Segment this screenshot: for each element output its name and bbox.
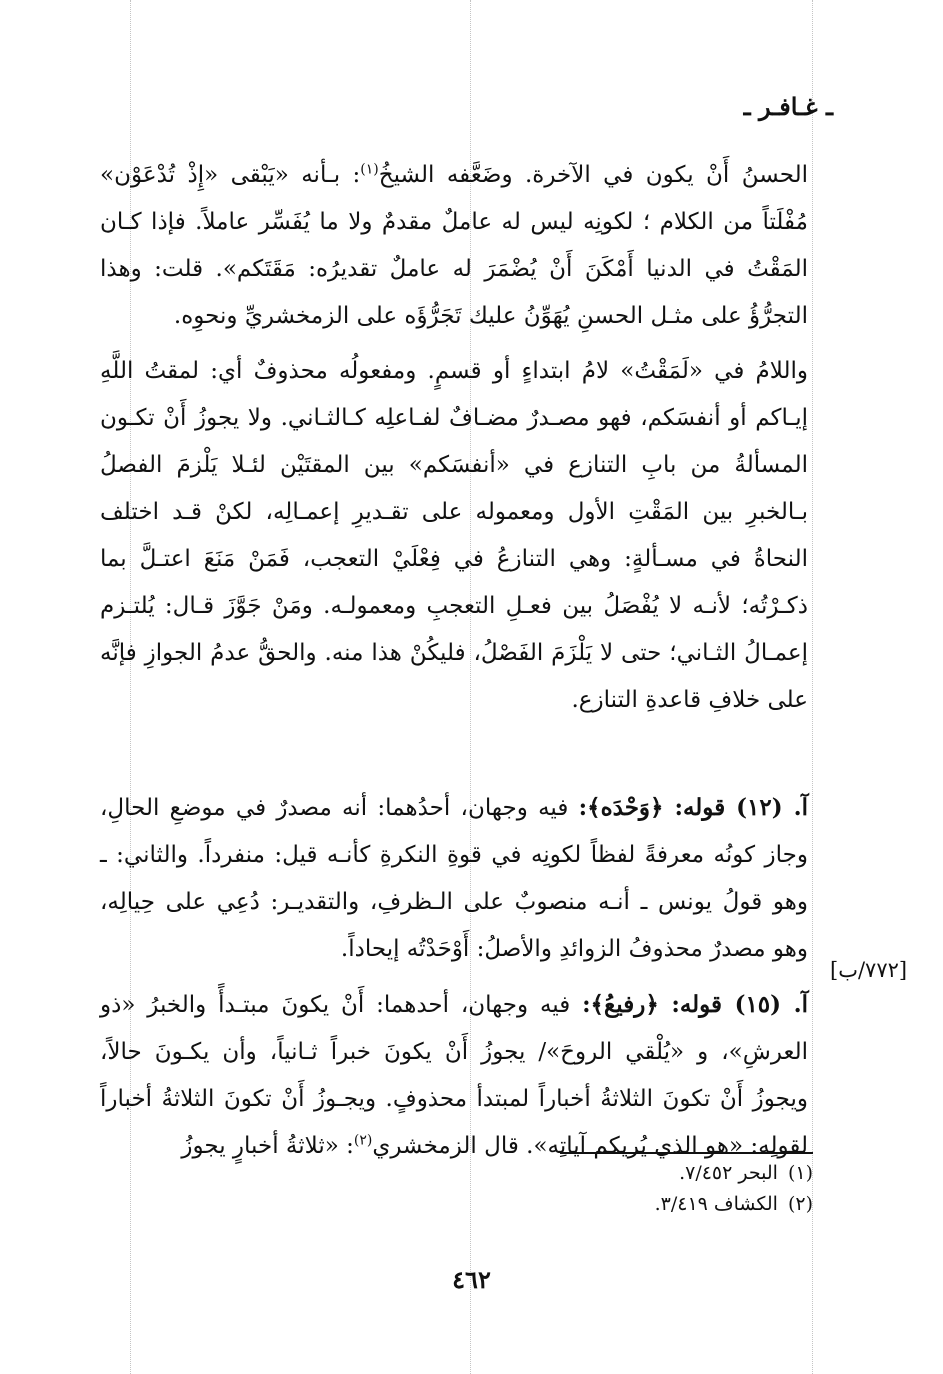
paragraph-2: واللامُ في «لَمَقْتُ» لامُ ابتداءٍ أو قسمٍ. ومفعولُه محذوفٌ أي: لمقتُ اللَّهِ إيـاكم أو أنفسَكم، فهو مصـدرٌ مضـافٌ لفـاعلِه كـالثـاني. ولا يجوزُ أَنْ تكـون المسألةُ من بابِ التنازع في «أنفسَكم» بين المقتَيْن لئـلا يَلْزمَ الفصلُ بـالخبرِ بين المَقْتِ الأول ومعموله على تقـديرِ إعمـالِه، لكنْ قـد اختلف النحاةُ في مسـألةٍ: وهي التنازعُ في فِعْلَيْ التعجب، فَمَنْ مَنَعَ اعتـلَّ بما ذكـرْتُه؛ لأنـه لا يُفْصَلُ بين فعـلِ التعجبِ ومعمولـه. ومَنْ جَوَّزَ قـال: يُلتـزم إعمـالُ الثـاني؛ حتى لا يَلْزَمَ الفَصْلُ، فليكُنْ هذا منه. والحقُّ عدمُ الجوازِ فإنَّه على خلافِ قاعدةِ التنازع.: [100, 358, 808, 713]
footnote-1-number: (١): [787, 1162, 813, 1184]
main-text: [100, 152, 808, 1170]
paragraph-1-part-1: الحسنُ أَنْ يكون في الآخرة. وضَعَّفه الشيخُ: [378, 162, 808, 188]
paragraph-1-part-2: : بـأنه «يَبْقى «إِذْ تُدْعَوْن» مُفْلَتاً من الكلام ؛ لكونِه ليس له عاملٌ مقدمٌ ولا ما يُفَسِّر عاملاً. فإذا كـان المَقْتُ في الدنيا أَمْكَنَ أَنْ يُضْمَرَ له عاملٌ تقديرُه: مَقَتَكم». قلت: وهذا التجرُّؤُ على مثـل الحسنِ يُهَوِّنُ عليك تَجَرُّؤَه على الزمخشريِّ ونحوِه.: [100, 162, 808, 329]
paragraph-3: [100, 784, 808, 973]
footnote-2: [655, 1189, 813, 1220]
paragraph-4: [100, 981, 808, 1170]
footnote-1-text: البحر ٧/٤٥٢.: [679, 1162, 778, 1184]
footnote-separator: [560, 1152, 813, 1154]
paragraph-1: [100, 152, 808, 340]
paragraph-3-text: فيه وجهان، أحدُهما: أنه مصدرٌ في موضعِ الحالِ، وجاز كونُه معرفةً لفظاً لكونِه في قوةِ النكرةِ كأنـه قيل: منفرداً. والثاني: ـ وهو قولُ يونس ـ أنـه منصوبٌ على الـظرفِ، والتقديـر: دُعِي على حِيالِه، وهو مصدرٌ محذوفُ الزوائدِ والأصلُ: أَوْحَدْتُه إيحاداً.: [100, 795, 808, 962]
footnote-2-number: (٢): [787, 1193, 813, 1215]
page-number: ٤٦٢: [452, 1265, 491, 1294]
footnote-1: [655, 1158, 813, 1189]
verse-heading-12: آ. (١٢) قوله: ﴿وَحْدَه﴾:: [578, 794, 808, 821]
running-header: ـ غـافـر ـ: [743, 92, 833, 121]
paragraph-4-part-2: : «ثلاثةُ أخبارٍ يجوزُ: [181, 1133, 354, 1159]
verse-heading-15: آ. (١٥) قوله: ﴿رفيعُ﴾:: [582, 991, 808, 1018]
manuscript-margin-note: [٧٧٢/ب]: [830, 958, 908, 982]
footnotes: [655, 1158, 813, 1220]
footnote-ref-1: (١): [360, 161, 379, 178]
paragraph-4-part-1: فيه وجهان، أحدهما: أَنْ يكونَ مبتـدأً والخبرُ «ذو العرشِ»، و «يُلْقي الروحَ»/ يجوزُ أَنْ يكونَ خبراً ثـانياً، وأن يكـونَ حالاً، ويجوزُ أَنْ تكونَ الثلاثةُ أخباراً لمبتدأ محذوفٍ. ويجـوزُ أَنْ تكونَ الثلاثةُ أخباراً لقولِه: «هو الذي يُريكم آياتِه». قال الزمخشري: [100, 992, 808, 1159]
footnote-ref-2: (٢): [353, 1132, 373, 1149]
footnote-2-text: الكشاف ٣/٤١٩.: [654, 1193, 778, 1215]
